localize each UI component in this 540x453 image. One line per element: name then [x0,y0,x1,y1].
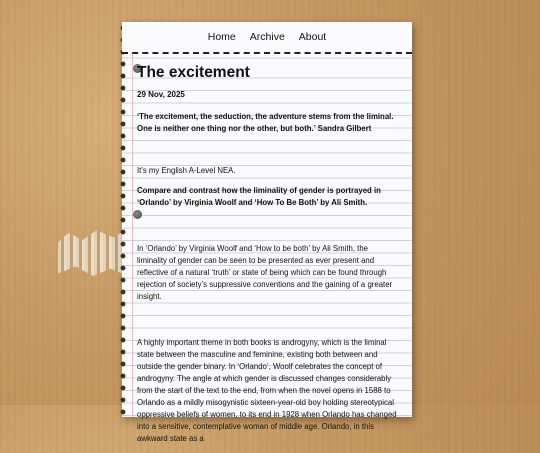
notebook-page [122,22,412,443]
torn-cardboard [58,228,128,276]
intro-text: It's my English A-Level NEA. [137,166,236,175]
top-nav [122,22,412,54]
spiral-binding [119,22,131,417]
post-title: The excitement [137,64,250,81]
epigraph-quote: ‘The excitement, the seduction, the adventure stems from the liminal. One is neither one thing nor the other, but both.’ Sandra Gilbert [137,112,394,133]
nav-home-link[interactable]: Home [207,31,236,43]
essay-question: Compare and contrast how the liminality of gender is portrayed in ‘Orlando’ by Virginia Woolf and ‘How To Be Both’ by Ali Smith. [137,186,381,207]
post-date: 29 Nov, 2025 [137,90,185,99]
nav-archive-link[interactable]: Archive [249,31,285,43]
post-article [137,60,400,453]
nav-about-link[interactable]: About [298,31,327,43]
paragraph-2: A highly important theme in both books is androgyny, which is the liminal state between the masculine and feminine, existing both between and outside the gender binary. In ‘Orlando’, Woolf celebrates the concept of androgyny. The angle at which gender is discussed changes considerably from the start of the text to the end, from when the novel opens in 1588 to Orlando as a mildly misogynistic sixteen-year-old boy holding stereotypical oppressive beliefs of women, to its end in 1928 when Orlando has changed into a sensitive, contemplative woman of middle age. Orlando, in this awkward state as a [137,338,397,443]
paragraph-1: In ‘Orlando’ by Virginia Woolf and ‘How to be both’ by Ali Smith, the liminality of gender can be seen to be presented as ever present and reflective of a natural ‘truth’ or state of being which can be found through rejection of society’s suppressive conventions and the gaining of a greater insight. [137,244,393,301]
